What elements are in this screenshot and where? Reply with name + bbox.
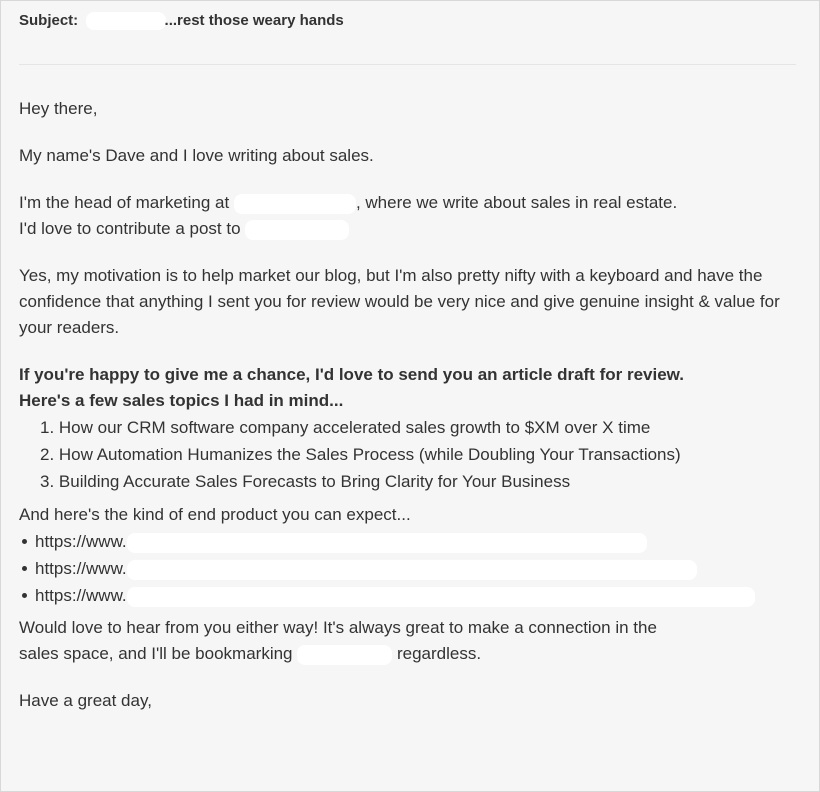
company-paragraph (19, 190, 809, 242)
link-item[interactable] (19, 528, 809, 555)
topic-item: 1. How our CRM software company accelerated sales growth to $XM over X time (40, 418, 651, 437)
bullet-icon (22, 566, 27, 571)
link-text[interactable]: https://www. (35, 586, 127, 605)
intro-paragraph: My name's Dave and I love writing about sales. (19, 146, 374, 165)
redacted-block (127, 560, 697, 580)
redacted-block (297, 645, 392, 665)
topic-item: 3. Building Accurate Sales Forecasts to Bring Clarity for Your Business (40, 472, 571, 491)
contribute-text: I'd love to contribute a post to (19, 219, 241, 238)
bullet-icon (22, 593, 27, 598)
link-text[interactable]: https://www. (35, 532, 127, 551)
links-list (19, 528, 809, 609)
email-body (19, 96, 809, 714)
redacted-block (245, 220, 349, 240)
closing-paragraph (19, 615, 809, 667)
redacted-block (127, 587, 755, 607)
subject-text: ...rest those weary hands (164, 12, 344, 29)
link-item[interactable] (19, 582, 809, 609)
subject-label: Subject: (19, 12, 79, 29)
closing-text-c: regardless. (396, 644, 482, 663)
company-text-a: I'm the head of marketing at (19, 193, 230, 212)
motivation-paragraph: Yes, my motivation is to help market our blog, but I'm also pretty nifty with a keyboard and have the confidence that anything I sent you for review would be very nice and give genuine insight & value for your readers. (19, 266, 780, 337)
cta-line-1: If you're happy to give me a chance, I'd love to send you an article draft for review. (19, 365, 684, 384)
redacted-block (234, 194, 356, 214)
link-item[interactable] (19, 555, 809, 582)
subject-line (19, 12, 344, 30)
greeting: Hey there, (19, 99, 98, 118)
redacted-block (127, 533, 647, 553)
topic-item: 2. How Automation Humanizes the Sales Process (while Doubling Your Transactions) (40, 445, 681, 464)
signoff: Have a great day, (19, 691, 152, 710)
closing-text-a: Would love to hear from you either way! It's always great to make a connection in the (19, 618, 657, 637)
closing-text-b: sales space, and I'll be bookmarking (19, 644, 293, 663)
company-text-b: , where we write about sales in real estate. (355, 193, 678, 212)
link-text[interactable]: https://www. (35, 559, 127, 578)
expect-line: And here's the kind of end product you can expect... (19, 505, 411, 524)
topics-list (19, 414, 809, 495)
divider (19, 64, 796, 65)
cta-line-2: Here's a few sales topics I had in mind... (19, 391, 344, 410)
redacted-block (86, 12, 166, 30)
bullet-icon (22, 539, 27, 544)
